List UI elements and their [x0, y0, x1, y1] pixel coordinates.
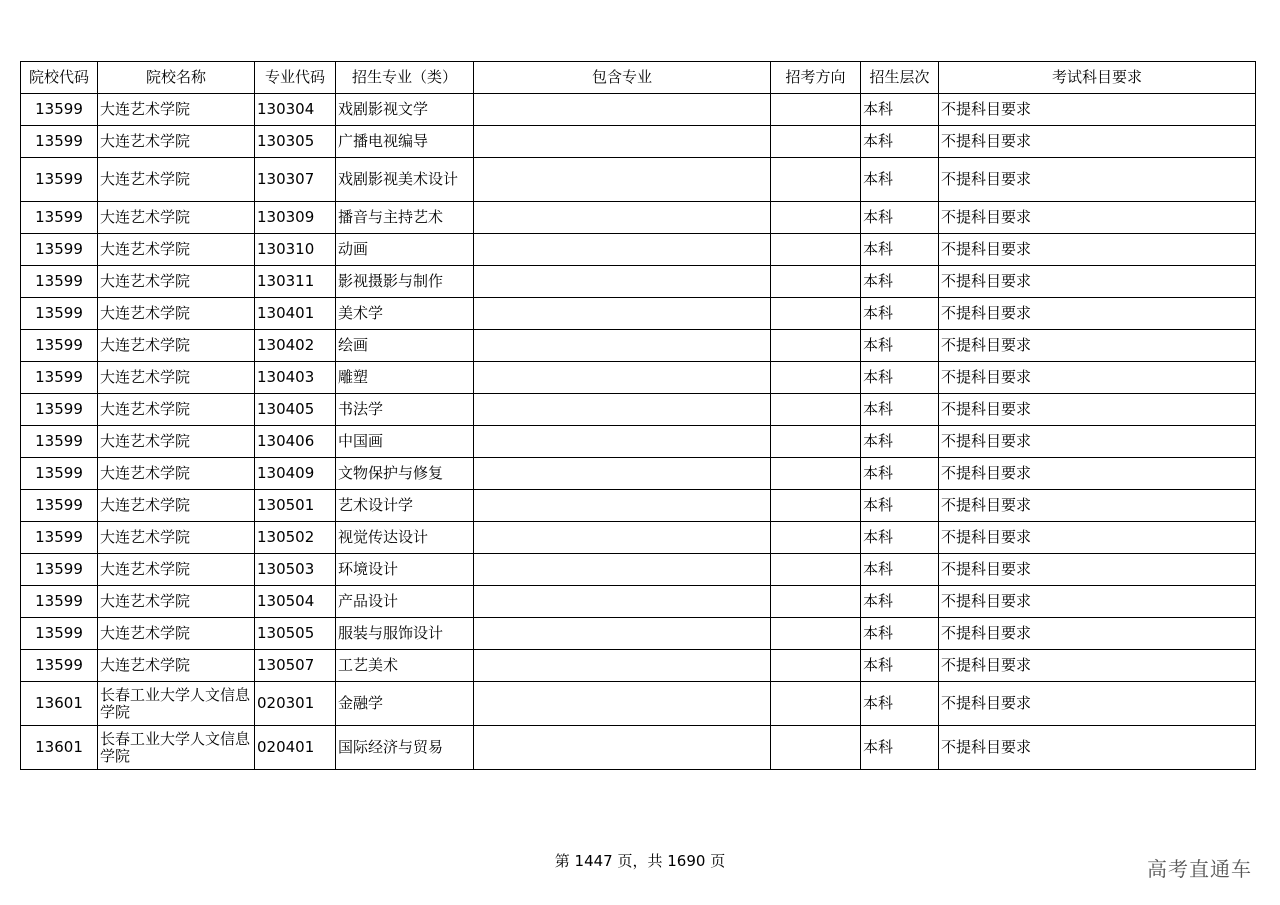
- cell-school-name: 大连艺术学院: [98, 266, 255, 298]
- header-included-majors: 包含专业: [474, 62, 771, 94]
- cell-subject-requirement: 不提科目要求: [939, 554, 1256, 586]
- cell-level: 本科: [861, 234, 939, 266]
- header-school-code: 院校代码: [21, 62, 98, 94]
- cell-subject-requirement: 不提科目要求: [939, 650, 1256, 682]
- cell-major-code: 020401: [255, 726, 336, 770]
- cell-level: 本科: [861, 158, 939, 202]
- cell-included-majors: [474, 126, 771, 158]
- cell-school-code: 13599: [21, 158, 98, 202]
- cell-school-code: 13599: [21, 618, 98, 650]
- cell-school-name: 大连艺术学院: [98, 554, 255, 586]
- cell-subject-requirement: 不提科目要求: [939, 298, 1256, 330]
- cell-major: 雕塑: [336, 362, 474, 394]
- cell-major-code: 020301: [255, 682, 336, 726]
- cell-major: 影视摄影与制作: [336, 266, 474, 298]
- cell-major-code: 130405: [255, 394, 336, 426]
- cell-subject-requirement: 不提科目要求: [939, 362, 1256, 394]
- cell-school-code: 13599: [21, 266, 98, 298]
- cell-major: 视觉传达设计: [336, 522, 474, 554]
- table-row: [21, 266, 1256, 298]
- cell-major: 美术学: [336, 298, 474, 330]
- cell-school-name: 大连艺术学院: [98, 522, 255, 554]
- page-number: 第 1447 页，共 1690 页: [554, 852, 726, 870]
- cell-school-name: 大连艺术学院: [98, 394, 255, 426]
- cell-school-code: 13599: [21, 330, 98, 362]
- cell-subject-requirement: 不提科目要求: [939, 330, 1256, 362]
- table-row: [21, 618, 1256, 650]
- table-row: [21, 394, 1256, 426]
- cell-school-name: 长春工业大学人文信息学院: [98, 682, 255, 726]
- cell-level: 本科: [861, 94, 939, 126]
- cell-subject-requirement: 不提科目要求: [939, 426, 1256, 458]
- cell-direction: [771, 330, 861, 362]
- cell-included-majors: [474, 202, 771, 234]
- cell-included-majors: [474, 490, 771, 522]
- cell-major-code: 130311: [255, 266, 336, 298]
- cell-school-name: 大连艺术学院: [98, 298, 255, 330]
- cell-major-code: 130307: [255, 158, 336, 202]
- cell-school-code: 13599: [21, 126, 98, 158]
- cell-major: 国际经济与贸易: [336, 726, 474, 770]
- cell-level: 本科: [861, 394, 939, 426]
- table-row: [21, 458, 1256, 490]
- cell-school-code: 13599: [21, 458, 98, 490]
- cell-direction: [771, 490, 861, 522]
- cell-included-majors: [474, 650, 771, 682]
- cell-school-code: 13599: [21, 234, 98, 266]
- header-major: 招生专业（类）: [336, 62, 474, 94]
- cell-subject-requirement: 不提科目要求: [939, 202, 1256, 234]
- cell-major-code: 130305: [255, 126, 336, 158]
- table-row: [21, 726, 1256, 770]
- cell-included-majors: [474, 158, 771, 202]
- cell-school-name: 大连艺术学院: [98, 234, 255, 266]
- cell-subject-requirement: 不提科目要求: [939, 126, 1256, 158]
- cell-major-code: 130406: [255, 426, 336, 458]
- cell-major: 动画: [336, 234, 474, 266]
- cell-school-name: 大连艺术学院: [98, 202, 255, 234]
- cell-school-code: 13599: [21, 586, 98, 618]
- cell-included-majors: [474, 394, 771, 426]
- cell-school-name: 大连艺术学院: [98, 362, 255, 394]
- cell-school-code: 13599: [21, 522, 98, 554]
- cell-level: 本科: [861, 586, 939, 618]
- cell-direction: [771, 94, 861, 126]
- cell-subject-requirement: 不提科目要求: [939, 490, 1256, 522]
- cell-included-majors: [474, 458, 771, 490]
- cell-major-code: 130402: [255, 330, 336, 362]
- table-row: [21, 554, 1256, 586]
- cell-direction: [771, 726, 861, 770]
- cell-included-majors: [474, 618, 771, 650]
- cell-included-majors: [474, 522, 771, 554]
- header-school-name: 院校名称: [98, 62, 255, 94]
- cell-direction: [771, 458, 861, 490]
- cell-school-name: 大连艺术学院: [98, 650, 255, 682]
- cell-level: 本科: [861, 330, 939, 362]
- cell-major-code: 130304: [255, 94, 336, 126]
- cell-direction: [771, 426, 861, 458]
- cell-level: 本科: [861, 490, 939, 522]
- cell-level: 本科: [861, 618, 939, 650]
- table-row: [21, 234, 1256, 266]
- cell-level: 本科: [861, 362, 939, 394]
- cell-school-code: 13601: [21, 682, 98, 726]
- cell-level: 本科: [861, 726, 939, 770]
- cell-subject-requirement: 不提科目要求: [939, 266, 1256, 298]
- cell-major: 戏剧影视美术设计: [336, 158, 474, 202]
- cell-major-code: 130503: [255, 554, 336, 586]
- cell-major-code: 130507: [255, 650, 336, 682]
- header-subject-requirement: 考试科目要求: [939, 62, 1256, 94]
- cell-major: 艺术设计学: [336, 490, 474, 522]
- cell-school-name: 大连艺术学院: [98, 126, 255, 158]
- cell-school-code: 13601: [21, 726, 98, 770]
- cell-major: 书法学: [336, 394, 474, 426]
- cell-included-majors: [474, 330, 771, 362]
- cell-major-code: 130403: [255, 362, 336, 394]
- cell-direction: [771, 126, 861, 158]
- table-row: [21, 298, 1256, 330]
- cell-direction: [771, 586, 861, 618]
- table-row: [21, 522, 1256, 554]
- table-row: [21, 158, 1256, 202]
- cell-level: 本科: [861, 266, 939, 298]
- cell-major: 工艺美术: [336, 650, 474, 682]
- cell-school-name: 大连艺术学院: [98, 586, 255, 618]
- table-row: [21, 330, 1256, 362]
- cell-major: 环境设计: [336, 554, 474, 586]
- cell-school-code: 13599: [21, 650, 98, 682]
- cell-major: 绘画: [336, 330, 474, 362]
- cell-included-majors: [474, 586, 771, 618]
- cell-direction: [771, 234, 861, 266]
- table-row: [21, 362, 1256, 394]
- cell-direction: [771, 682, 861, 726]
- cell-major-code: 130409: [255, 458, 336, 490]
- cell-level: 本科: [861, 298, 939, 330]
- cell-subject-requirement: 不提科目要求: [939, 586, 1256, 618]
- cell-level: 本科: [861, 650, 939, 682]
- cell-major-code: 130502: [255, 522, 336, 554]
- cell-direction: [771, 554, 861, 586]
- table-row: [21, 202, 1256, 234]
- table-row: [21, 650, 1256, 682]
- cell-school-code: 13599: [21, 362, 98, 394]
- cell-major: 产品设计: [336, 586, 474, 618]
- cell-level: 本科: [861, 202, 939, 234]
- cell-subject-requirement: 不提科目要求: [939, 394, 1256, 426]
- cell-subject-requirement: 不提科目要求: [939, 94, 1256, 126]
- cell-school-name: 大连艺术学院: [98, 458, 255, 490]
- cell-level: 本科: [861, 522, 939, 554]
- cell-school-code: 13599: [21, 298, 98, 330]
- cell-level: 本科: [861, 126, 939, 158]
- table-row: [21, 682, 1256, 726]
- cell-major-code: 130501: [255, 490, 336, 522]
- cell-subject-requirement: 不提科目要求: [939, 458, 1256, 490]
- header-major-code: 专业代码: [255, 62, 336, 94]
- table-row: [21, 94, 1256, 126]
- cell-direction: [771, 650, 861, 682]
- cell-school-code: 13599: [21, 394, 98, 426]
- table-row: [21, 586, 1256, 618]
- cell-direction: [771, 522, 861, 554]
- cell-major-code: 130310: [255, 234, 336, 266]
- cell-school-name: 大连艺术学院: [98, 94, 255, 126]
- cell-school-code: 13599: [21, 426, 98, 458]
- cell-subject-requirement: 不提科目要求: [939, 234, 1256, 266]
- cell-level: 本科: [861, 458, 939, 490]
- admissions-table: [20, 61, 1256, 770]
- header-level: 招生层次: [861, 62, 939, 94]
- cell-included-majors: [474, 726, 771, 770]
- cell-school-code: 13599: [21, 202, 98, 234]
- cell-school-code: 13599: [21, 554, 98, 586]
- cell-major-code: 130505: [255, 618, 336, 650]
- cell-school-name: 长春工业大学人文信息学院: [98, 726, 255, 770]
- cell-direction: [771, 266, 861, 298]
- cell-included-majors: [474, 682, 771, 726]
- watermark: 高考直通车: [1147, 857, 1252, 881]
- table-row: [21, 126, 1256, 158]
- cell-major-code: 130309: [255, 202, 336, 234]
- cell-subject-requirement: 不提科目要求: [939, 682, 1256, 726]
- cell-included-majors: [474, 266, 771, 298]
- table-row: [21, 426, 1256, 458]
- cell-included-majors: [474, 426, 771, 458]
- cell-school-name: 大连艺术学院: [98, 618, 255, 650]
- cell-major: 播音与主持艺术: [336, 202, 474, 234]
- cell-included-majors: [474, 362, 771, 394]
- cell-school-code: 13599: [21, 94, 98, 126]
- cell-major: 广播电视编导: [336, 126, 474, 158]
- cell-major: 文物保护与修复: [336, 458, 474, 490]
- cell-subject-requirement: 不提科目要求: [939, 522, 1256, 554]
- cell-school-name: 大连艺术学院: [98, 330, 255, 362]
- cell-major: 金融学: [336, 682, 474, 726]
- cell-school-name: 大连艺术学院: [98, 426, 255, 458]
- cell-major: 服装与服饰设计: [336, 618, 474, 650]
- cell-direction: [771, 202, 861, 234]
- cell-direction: [771, 618, 861, 650]
- header-direction: 招考方向: [771, 62, 861, 94]
- cell-major-code: 130504: [255, 586, 336, 618]
- cell-major: 戏剧影视文学: [336, 94, 474, 126]
- cell-major: 中国画: [336, 426, 474, 458]
- cell-major-code: 130401: [255, 298, 336, 330]
- cell-subject-requirement: 不提科目要求: [939, 726, 1256, 770]
- cell-included-majors: [474, 298, 771, 330]
- table-header-row: [21, 62, 1256, 94]
- cell-subject-requirement: 不提科目要求: [939, 618, 1256, 650]
- cell-included-majors: [474, 554, 771, 586]
- cell-school-name: 大连艺术学院: [98, 490, 255, 522]
- cell-direction: [771, 394, 861, 426]
- cell-school-name: 大连艺术学院: [98, 158, 255, 202]
- cell-level: 本科: [861, 554, 939, 586]
- cell-school-code: 13599: [21, 490, 98, 522]
- cell-subject-requirement: 不提科目要求: [939, 158, 1256, 202]
- cell-direction: [771, 298, 861, 330]
- cell-included-majors: [474, 94, 771, 126]
- cell-level: 本科: [861, 426, 939, 458]
- cell-direction: [771, 362, 861, 394]
- cell-level: 本科: [861, 682, 939, 726]
- cell-included-majors: [474, 234, 771, 266]
- table-row: [21, 490, 1256, 522]
- cell-direction: [771, 158, 861, 202]
